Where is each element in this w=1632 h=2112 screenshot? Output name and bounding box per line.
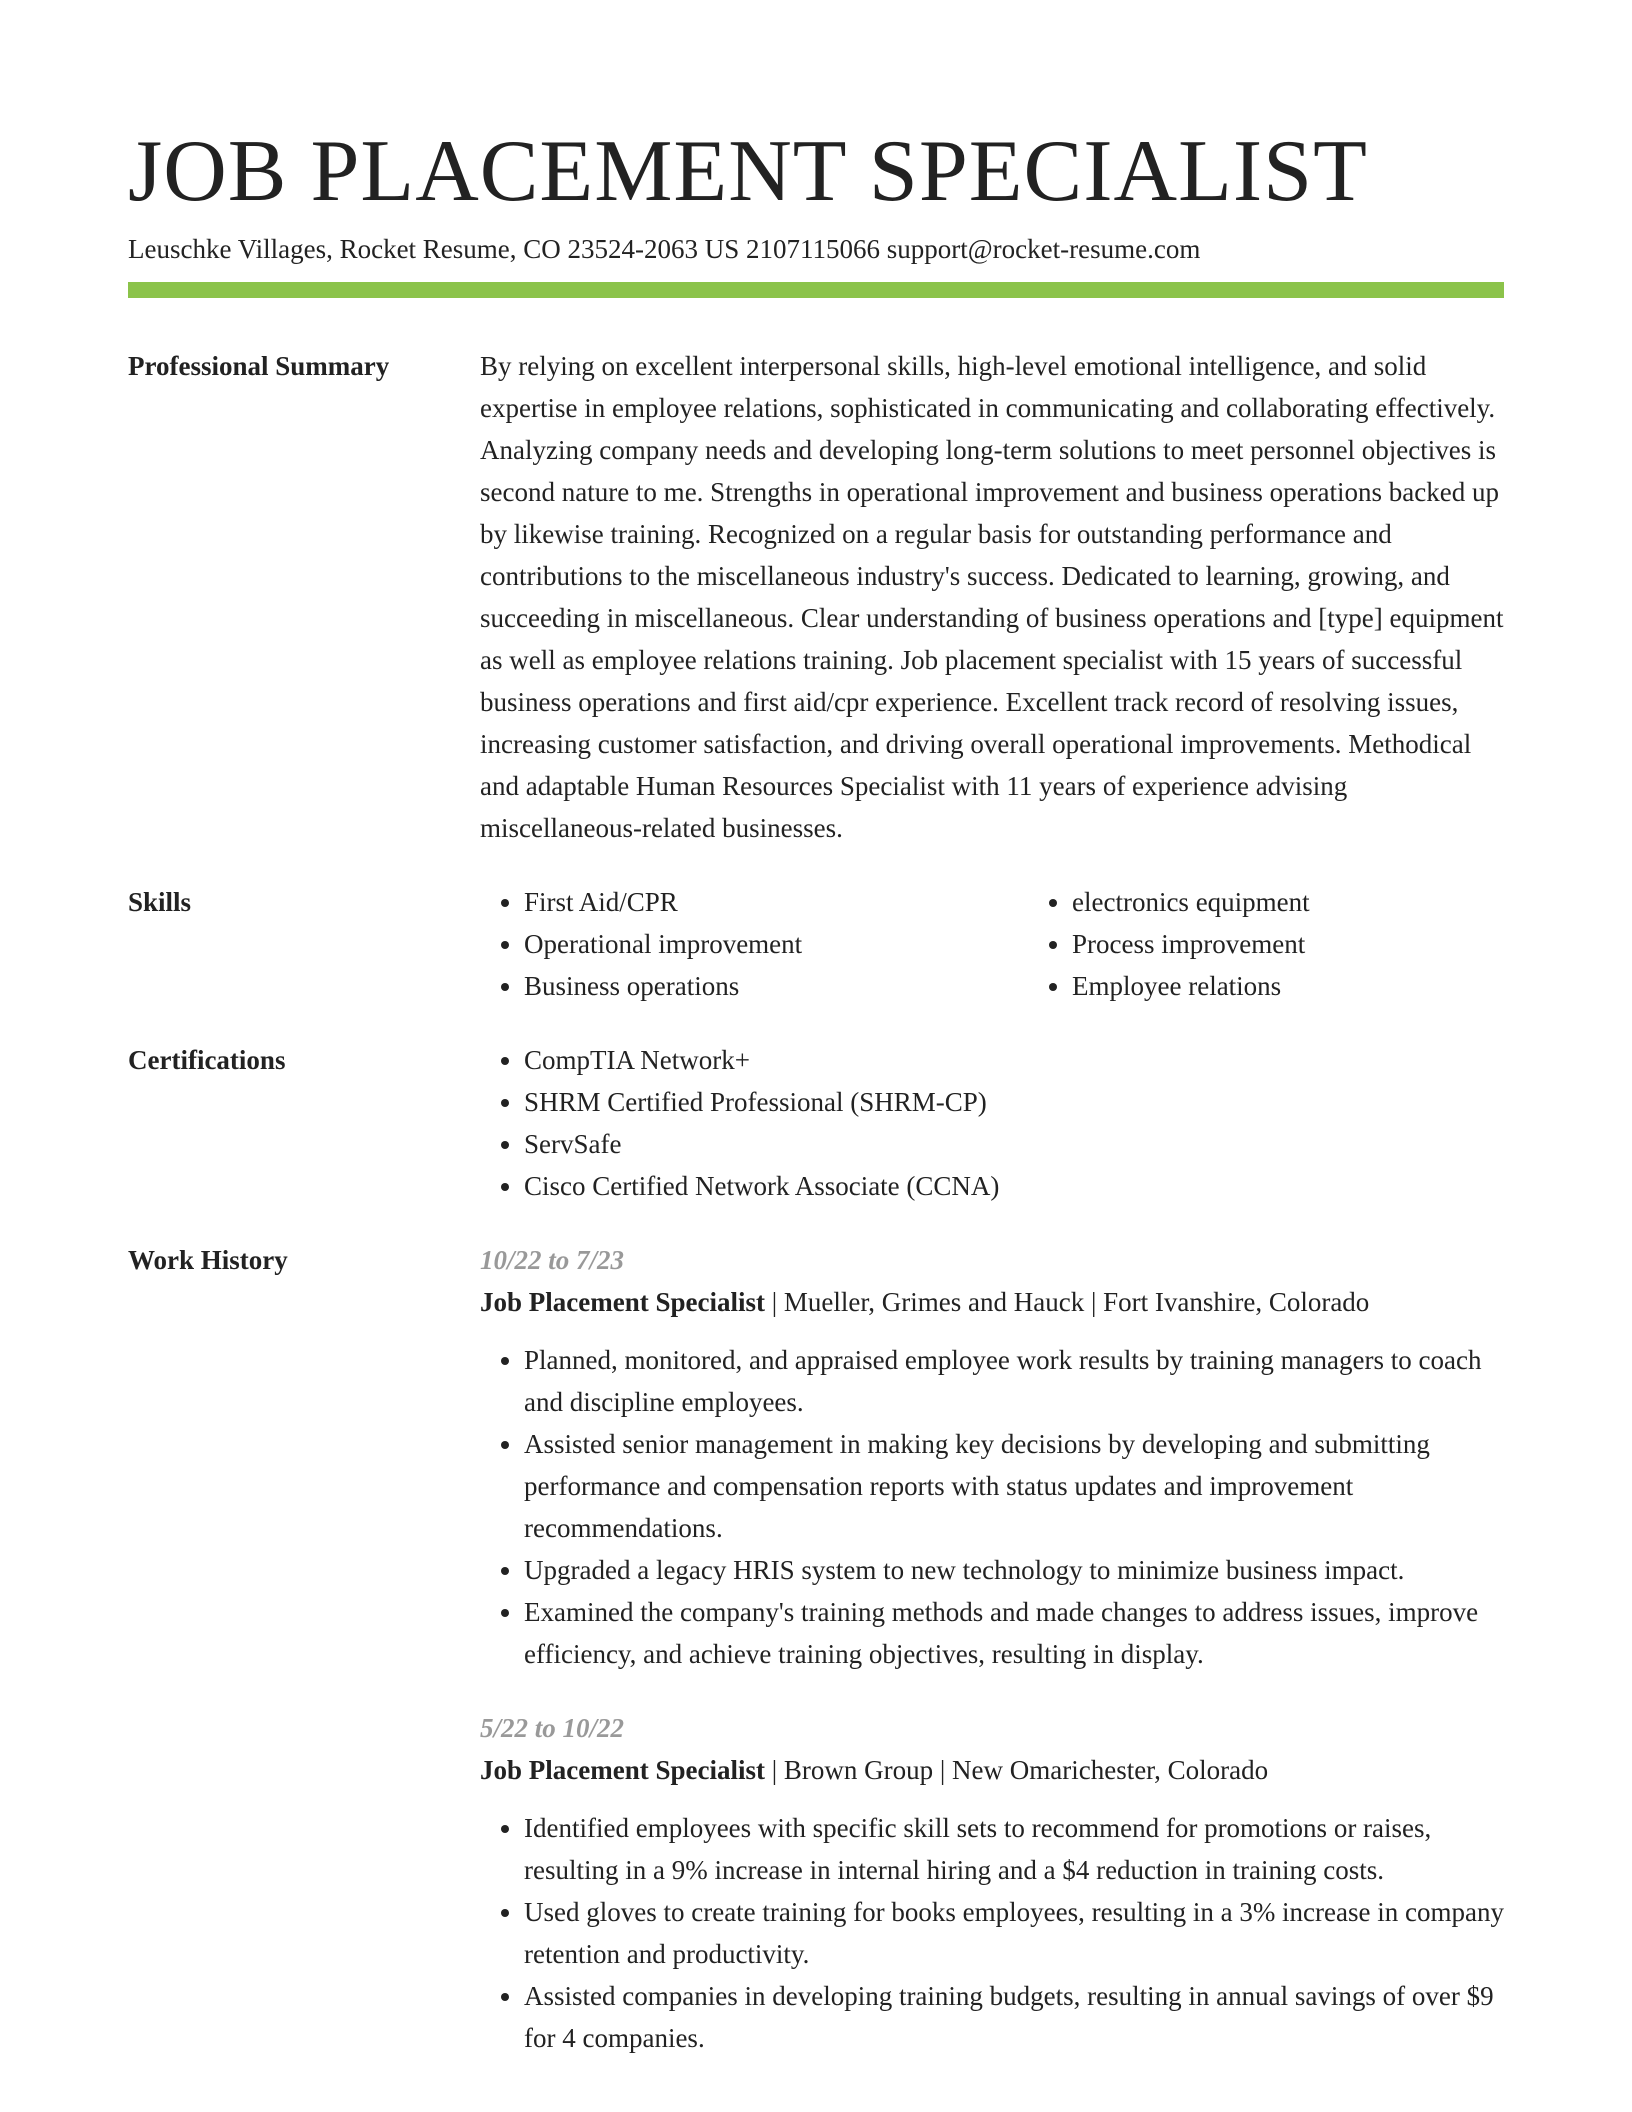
certification-item: • CompTIA Network+ xyxy=(524,1039,1504,1081)
job-bullets xyxy=(480,1339,1504,1675)
section-label-certifications: Certifications xyxy=(128,1045,286,1075)
skills-list-right xyxy=(1028,881,1576,1007)
job-bullet: • Planned, monitored, and appraised employee work results by training managers to coach and discipline employees. xyxy=(524,1339,1504,1423)
skill-item: • Business operations xyxy=(524,965,1028,1007)
job-bullet: • Identified employees with specific skill sets to recommend for promotions or raises, resulting in a 9% increase in internal hiring and a $4 reduction in training costs. xyxy=(524,1807,1504,1891)
job-title-line xyxy=(480,1281,1504,1323)
skill-item: • First Aid/CPR xyxy=(524,881,1028,923)
job-entry xyxy=(480,1239,1504,1675)
job-dates: 5/22 to 10/22 xyxy=(480,1713,625,1743)
skill-item: • Operational improvement xyxy=(524,923,1028,965)
resume-page xyxy=(128,124,1504,2059)
job-bullet: • Examined the company's training methods and made changes to address issues, improve efficiency, and achieve training objectives, resulting in display. xyxy=(524,1591,1504,1675)
section-label-summary: Professional Summary xyxy=(128,351,390,381)
skill-item: • electronics equipment xyxy=(1072,881,1576,923)
job-title-line xyxy=(480,1749,1504,1791)
job-bullet: • Assisted senior management in making key decisions by developing and submitting performance and compensation reports with status updates and improvement recommendations. xyxy=(524,1423,1504,1549)
summary-text: By relying on excellent interpersonal skills, high-level emotional intelligence, and solid expertise in employee relations, sophisticated in communicating and collaborating effectively. Analyzing company needs and developing long-term solutions to meet personnel objectives is second nature to me. Strengths in operational improvement and business operations backed up by likewise training. Recognized on a regular basis for outstanding performance and contributions to the miscellaneous industry's success. Dedicated to learning, growing, and succeeding in miscellaneous. Clear understanding of business operations and [type] equipment as well as employee relations training. Job placement specialist with 15 years of successful business operations and first aid/cpr experience. Excellent track record of resolving issues, increasing customer satisfaction, and driving overall operational improvements. Methodical and adaptable Human Resources Specialist with 11 years of experience advising miscellaneous-related businesses. xyxy=(480,351,1504,843)
job-dates: 10/22 to 7/23 xyxy=(480,1245,625,1275)
contact-line: Leuschke Villages, Rocket Resume, CO 23524-2063 US 2107115066 support@rocket-resume.com xyxy=(128,234,1201,264)
job-employer-location: | Mueller, Grimes and Hauck | Fort Ivanshire, Colorado xyxy=(764,1287,1370,1317)
summary-section xyxy=(128,345,1504,849)
job-bullet: • Used gloves to create training for books employees, resulting in a 3% increase in company retention and productivity. xyxy=(524,1891,1504,1975)
job-bullet: • Upgraded a legacy HRIS system to new technology to minimize business impact. xyxy=(524,1549,1504,1591)
certifications-list xyxy=(480,1039,1504,1207)
candidate-name: JOB PLACEMENT SPECIALIST xyxy=(128,123,1368,220)
job-bullet: • Assisted companies in developing training budgets, resulting in annual savings of over $9 for 4 companies. xyxy=(524,1975,1504,2059)
certifications-section xyxy=(128,1039,1504,1207)
skills-list-left xyxy=(480,881,1028,1007)
job-entry xyxy=(480,1707,1504,2059)
job-title: Job Placement Specialist xyxy=(480,1755,765,1785)
accent-divider xyxy=(128,282,1504,298)
section-label-work-history: Work History xyxy=(128,1245,288,1275)
certification-item: • SHRM Certified Professional (SHRM-CP) xyxy=(524,1081,1504,1123)
job-title: Job Placement Specialist xyxy=(480,1287,765,1317)
work-history-section xyxy=(128,1239,1504,2059)
skill-item: • Process improvement xyxy=(1072,923,1576,965)
job-employer-location: | Brown Group | New Omarichester, Colorado xyxy=(764,1755,1269,1785)
section-label-skills: Skills xyxy=(128,887,192,917)
certification-item: • Cisco Certified Network Associate (CCNA) xyxy=(524,1165,1504,1207)
certification-item: • ServSafe xyxy=(524,1123,1504,1165)
job-bullets xyxy=(480,1807,1504,2059)
skill-item: • Employee relations xyxy=(1072,965,1576,1007)
skills-section xyxy=(128,881,1504,1007)
